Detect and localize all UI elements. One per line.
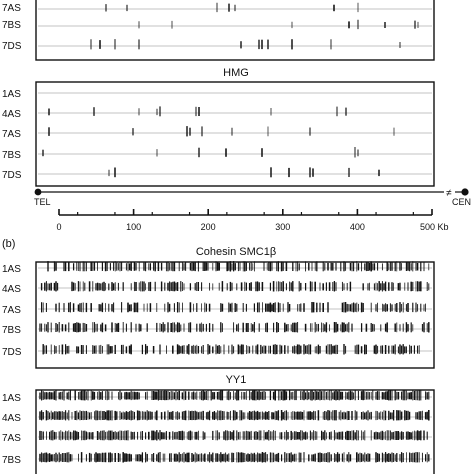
scale-tick-label: 0 bbox=[56, 222, 62, 232]
row-label: 4AS bbox=[2, 109, 21, 120]
scale-tick-label: 300 bbox=[275, 222, 291, 232]
panel-hmg-title: HMG bbox=[223, 67, 249, 79]
row-label: 7AS bbox=[2, 3, 21, 14]
scale-ticks bbox=[56, 209, 448, 232]
panel-cohesin-title-main: Cohesin SMC1 bbox=[195, 246, 270, 258]
panel-hmg-frame bbox=[36, 82, 434, 186]
panel-yy1-marks bbox=[38, 390, 432, 463]
panel-cohesin-title bbox=[196, 246, 276, 258]
scale-bar bbox=[56, 209, 448, 232]
panel-cohesin-title-symbol: β bbox=[269, 246, 277, 258]
row-label: 7DS bbox=[2, 347, 22, 358]
chromosome-axis bbox=[34, 188, 471, 207]
row-label: 1AS bbox=[2, 264, 21, 275]
panel-hmg bbox=[2, 82, 434, 186]
panel-cohesin-marks bbox=[38, 261, 432, 354]
telomere-marker bbox=[35, 189, 42, 196]
row-label: 1AS bbox=[2, 89, 21, 100]
panel-top-marks bbox=[38, 3, 432, 50]
row-label: 4AS bbox=[2, 284, 21, 295]
panel-hmg-marks bbox=[38, 93, 432, 177]
row-label: 4AS bbox=[2, 413, 21, 424]
row-label: 7AS bbox=[2, 305, 21, 316]
row-label: 7DS bbox=[2, 170, 22, 181]
panel-yy1-title: YY1 bbox=[225, 374, 247, 386]
row-label: 7BS bbox=[2, 20, 21, 31]
scale-tick-label: 400 bbox=[349, 222, 365, 232]
panel-yy1 bbox=[2, 390, 434, 474]
row-label: 7DS bbox=[2, 41, 22, 52]
row-label: 7BS bbox=[2, 455, 21, 466]
panel-top bbox=[2, 0, 434, 60]
row-label: 1AS bbox=[2, 393, 21, 404]
centromere-marker bbox=[461, 188, 468, 195]
panel-cohesin bbox=[2, 261, 434, 368]
row-label: 7BS bbox=[2, 150, 21, 161]
chromosome-break: ≠ bbox=[446, 188, 452, 199]
scale-tick-label: 500 Kb bbox=[420, 222, 449, 232]
panel-b-label: (b) bbox=[2, 238, 16, 250]
scale-tick-label: 200 bbox=[200, 222, 216, 232]
row-label: 7AS bbox=[2, 129, 21, 140]
tel-label: TEL bbox=[34, 197, 51, 207]
row-label: 7BS bbox=[2, 325, 21, 336]
row-label: 7AS bbox=[2, 433, 21, 444]
cen-label: CEN bbox=[452, 197, 472, 207]
scale-tick-label: 100 bbox=[126, 222, 142, 232]
